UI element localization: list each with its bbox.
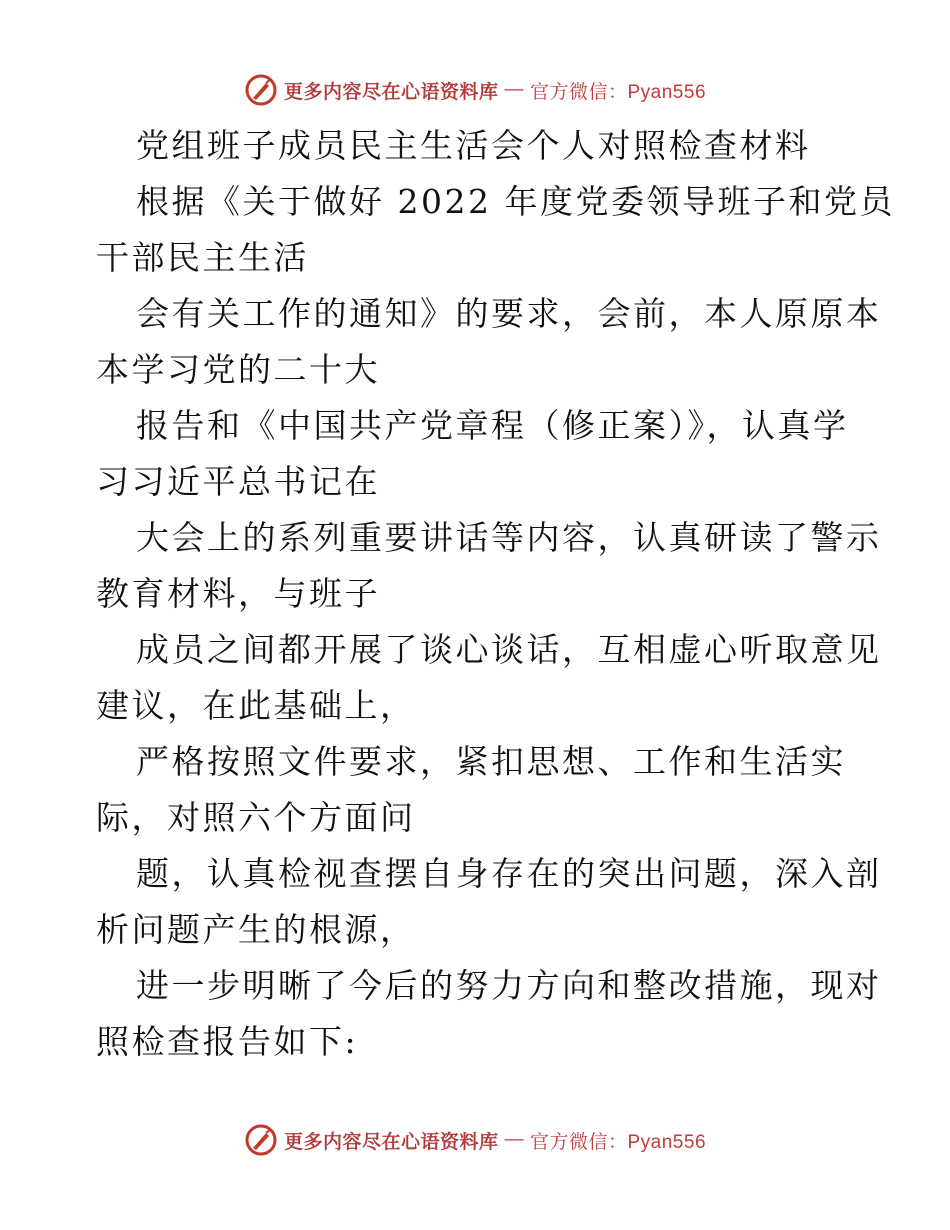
paragraph-line: 进一步明晰了今后的努力方向和整改措施，现对 — [136, 966, 882, 1005]
paragraph-line: 本学习党的二十大 — [96, 350, 380, 389]
quill-logo-icon — [244, 73, 278, 107]
paragraph-line: 题，认真检视查摆自身存在的突出问题，深入剖 — [136, 854, 882, 893]
paragraph-line: 成员之间都开展了谈心谈话，互相虚心听取意见 — [136, 630, 882, 669]
watermark-separator: — — [504, 1129, 524, 1150]
paragraph-line: 会有关工作的通知》的要求，会前，本人原原本 — [136, 294, 882, 333]
watermark-contact: 官方微信：Pyan556 — [530, 81, 707, 103]
paragraph-line: 干部民主生活 — [96, 238, 309, 277]
watermark-banner-top — [0, 70, 950, 110]
quill-logo-icon — [244, 1123, 278, 1157]
paragraph-line: 大会上的系列重要讲话等内容，认真研读了警示 — [136, 518, 882, 557]
watermark-banner-bottom — [0, 1120, 950, 1160]
paragraph-line: 建议，在此基础上， — [96, 686, 416, 725]
paragraph-line: 照检查报告如下: — [96, 1022, 359, 1061]
paragraph-line: 析问题产生的根源， — [96, 910, 416, 949]
watermark-contact: 官方微信：Pyan556 — [530, 1131, 707, 1153]
watermark-brand: 更多内容尽在心语资料库 — [283, 80, 499, 103]
paragraph-line: 习习近平总书记在 — [96, 462, 380, 501]
watermark-separator: — — [504, 79, 524, 100]
watermark-brand: 更多内容尽在心语资料库 — [283, 1130, 499, 1153]
paragraph-line: 报告和《中国共产党章程（修正案）》，认真学 — [136, 406, 849, 445]
document-body — [96, 118, 895, 1070]
paragraph-line: 教育材料，与班子 — [96, 574, 380, 613]
paragraph-line: 严格按照文件要求，紧扣思想、工作和生活实 — [136, 742, 846, 781]
paragraph-line: 根据《关于做好 2022 年度党委领导班子和党员 — [136, 182, 895, 221]
document-title: 党组班子成员民主生活会个人对照检查材料 — [136, 126, 811, 165]
paragraph-line: 际，对照六个方面问 — [96, 798, 416, 837]
